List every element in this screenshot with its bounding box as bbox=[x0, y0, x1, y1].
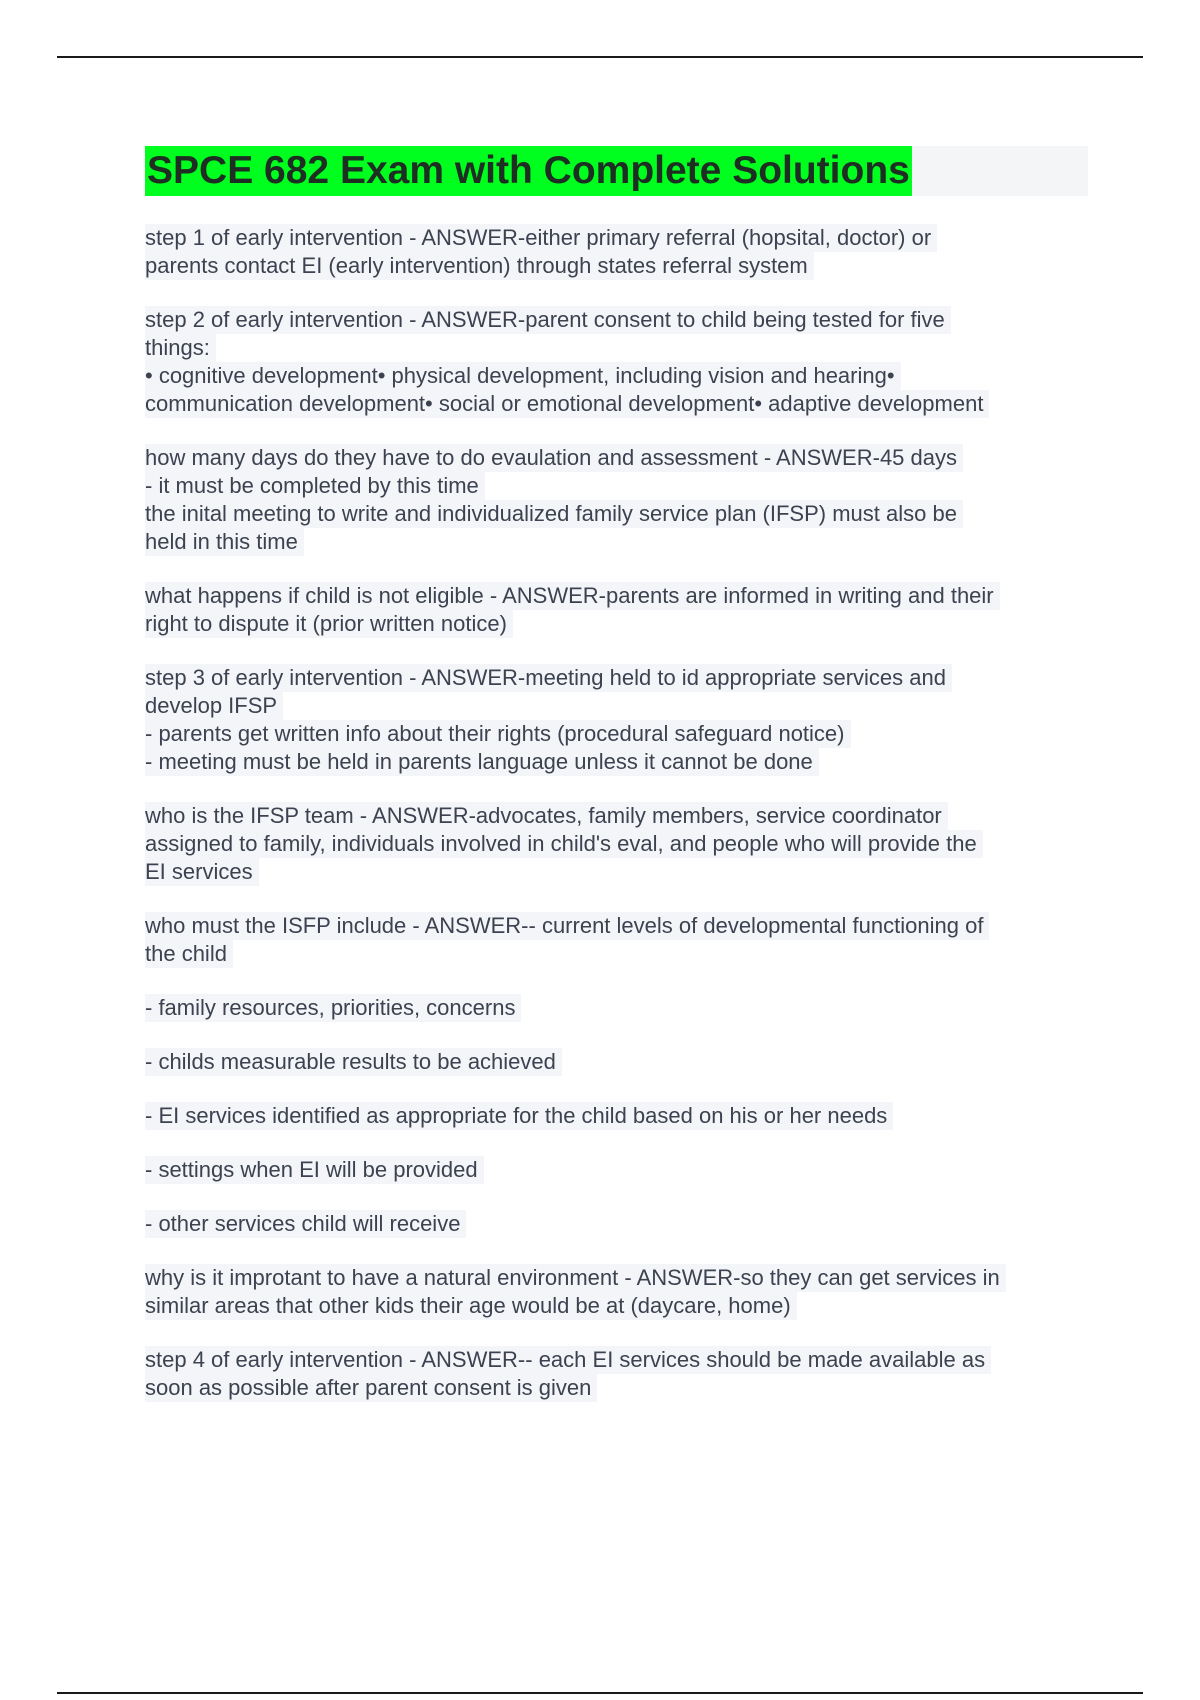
entry-line: soon as possible after parent consent is given bbox=[145, 1374, 597, 1402]
document-body bbox=[145, 146, 1090, 1428]
entry-line: - childs measurable results to be achieved bbox=[145, 1048, 562, 1076]
entry-line: step 3 of early intervention - ANSWER-meeting held to id appropriate services and bbox=[145, 664, 952, 692]
qa-entry bbox=[145, 802, 1090, 886]
qa-entry bbox=[145, 664, 1090, 776]
entry-line: right to dispute it (prior written notice) bbox=[145, 610, 513, 638]
entry-line: EI services bbox=[145, 858, 259, 886]
qa-entry bbox=[145, 1210, 1090, 1238]
entry-line: who is the IFSP team - ANSWER-advocates, family members, service coordinator bbox=[145, 802, 948, 830]
bottom-rule bbox=[57, 1692, 1143, 1694]
entry-line: who must the ISFP include - ANSWER-- current levels of developmental functioning of bbox=[145, 912, 989, 940]
qa-entry bbox=[145, 994, 1090, 1022]
entry-line: - parents get written info about their rights (procedural safeguard notice) bbox=[145, 720, 851, 748]
document-title: SPCE 682 Exam with Complete Solutions bbox=[145, 146, 912, 196]
qa-entry bbox=[145, 1102, 1090, 1130]
qa-entry bbox=[145, 224, 1090, 280]
qa-entry bbox=[145, 1156, 1090, 1184]
entry-line: - other services child will receive bbox=[145, 1210, 466, 1238]
qa-entry bbox=[145, 306, 1090, 418]
qa-entry bbox=[145, 912, 1090, 968]
qa-entry bbox=[145, 444, 1090, 556]
entry-line: parents contact EI (early intervention) through states referral system bbox=[145, 252, 814, 280]
entry-line: step 1 of early intervention - ANSWER-either primary referral (hopsital, doctor) or bbox=[145, 224, 937, 252]
entry-line: develop IFSP bbox=[145, 692, 283, 720]
entry-line: • cognitive development• physical development, including vision and hearing• bbox=[145, 362, 901, 390]
entry-line: similar areas that other kids their age would be at (daycare, home) bbox=[145, 1292, 797, 1320]
entry-line: communication development• social or emotional development• adaptive development bbox=[145, 390, 989, 418]
entry-line: - settings when EI will be provided bbox=[145, 1156, 484, 1184]
entry-line: step 2 of early intervention - ANSWER-parent consent to child being tested for five bbox=[145, 306, 951, 334]
entry-line: - it must be completed by this time bbox=[145, 472, 485, 500]
top-rule bbox=[57, 56, 1143, 58]
qa-entry bbox=[145, 1346, 1090, 1402]
qa-entry bbox=[145, 1264, 1090, 1320]
entry-line: the child bbox=[145, 940, 233, 968]
entry-line: things: bbox=[145, 334, 216, 362]
entry-line: held in this time bbox=[145, 528, 304, 556]
entry-line: assigned to family, individuals involved in child's eval, and people who will provide the bbox=[145, 830, 983, 858]
entry-line: what happens if child is not eligible - ANSWER-parents are informed in writing and their bbox=[145, 582, 1000, 610]
title-bar bbox=[145, 146, 1088, 196]
entry-line: - meeting must be held in parents language unless it cannot be done bbox=[145, 748, 819, 776]
entry-line: - family resources, priorities, concerns bbox=[145, 994, 521, 1022]
entry-line: how many days do they have to do evaulation and assessment - ANSWER-45 days bbox=[145, 444, 963, 472]
qa-entry bbox=[145, 582, 1090, 638]
entry-line: step 4 of early intervention - ANSWER-- each EI services should be made available as bbox=[145, 1346, 991, 1374]
entry-line: - EI services identified as appropriate for the child based on his or her needs bbox=[145, 1102, 893, 1130]
qa-entry bbox=[145, 1048, 1090, 1076]
entry-line: the inital meeting to write and individualized family service plan (IFSP) must also be bbox=[145, 500, 963, 528]
entry-line: why is it improtant to have a natural environment - ANSWER-so they can get services in bbox=[145, 1264, 1006, 1292]
